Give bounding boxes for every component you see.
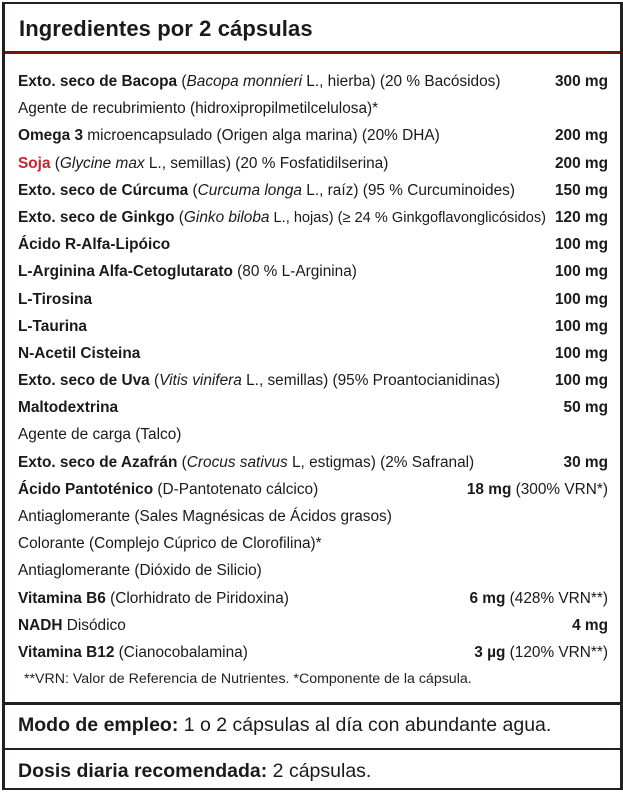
ingredient-name: Maltodextrina [18, 399, 119, 417]
ingredient-name: Omega 3 [18, 127, 84, 145]
dose-text: 2 cápsulas. [267, 760, 372, 782]
ingredient-detail: (D-Pantotenato cálcico) [153, 480, 319, 498]
ingredient-amount: 50 mg [563, 399, 608, 417]
ingredient-detail: (80 % L-Arginina) [232, 263, 357, 281]
ingredient-row [5, 612, 620, 639]
ingredient-name: Vitamina B6 [18, 589, 106, 607]
ingredient-name: NADH [18, 616, 63, 634]
ingredient-name: L-Arginina Alfa-Cetoglutarato [18, 263, 233, 281]
ingredient-detail: Agente de recubrimiento (hidroxipropilmetilcelulosa)* [18, 100, 379, 118]
ingredient-detail: Antiaglomerante (Sales Magnésicas de Ácidos grasos) [18, 508, 392, 525]
ingredient-detail: ( [174, 208, 184, 226]
ingredient-detail: (Clorhidrato de Piridoxina) [105, 589, 289, 607]
ingredient-amount: 300 mg [554, 73, 608, 90]
supplement-facts-label [2, 2, 623, 790]
ingredient-row [5, 204, 620, 231]
ingredient-detail: ( [177, 453, 187, 471]
ingredient-detail: ( [149, 372, 160, 390]
ingredient-row [5, 557, 620, 584]
ingredient-name: Vitamina B12 [18, 643, 115, 661]
ingredient-row [5, 476, 620, 503]
ingredient-amount: 6 mg [469, 589, 506, 607]
ingredient-name: Exto. seco de Bacopa [18, 73, 178, 90]
ingredient-row [5, 421, 620, 448]
divider [5, 748, 620, 750]
ingredient-detail: Agente de carga (Talco) [18, 426, 182, 444]
ingredient-detail: ( [50, 154, 60, 172]
ingredient-row [5, 231, 620, 258]
ingredient-row [5, 177, 620, 204]
ingredient-detail: (Cianocobalamina) [114, 643, 248, 661]
ingredient-amount: 100 mg [554, 344, 608, 362]
ingredient-name: Exto. seco de Ginkgo [18, 208, 175, 226]
ingredient-name: N-Acetil Cisteina [18, 344, 141, 362]
ingredient-detail: L., hierba) (20 % Bacósidos) [302, 73, 501, 90]
ingredient-name: Ácido R-Alfa-Lipóico [18, 236, 171, 254]
label-header [5, 4, 620, 54]
ingredient-amount: 100 mg [554, 263, 608, 281]
ingredient-vrn: (428% VRN**) [505, 589, 608, 607]
ingredient-detail: L., semillas) (95% Proantocianidinas) [241, 372, 501, 390]
ingredient-detail: ( [177, 73, 187, 90]
ingredient-amount: 18 mg [466, 480, 512, 498]
ingredient-vrn: (300% VRN*) [511, 480, 608, 498]
usage-text: 1 o 2 cápsulas al día con abundante agua. [178, 714, 552, 736]
ingredient-row [5, 503, 620, 530]
ingredient-amount: 200 mg [554, 127, 608, 145]
ingredient-row [5, 367, 620, 394]
ingredient-detail: L., hojas) (≥ 24 % Ginkgoflavonglicósidos) [269, 209, 546, 226]
footnote: **VRN: Valor de Referencia de Nutrientes. *Componente de la cápsula. [24, 671, 472, 687]
ingredient-name: Exto. seco de Cúrcuma [18, 181, 189, 199]
ingredient-row [5, 95, 620, 122]
ingredient-detail: Disódico [62, 616, 126, 634]
ingredient-latin-name: Glycine max [59, 154, 145, 172]
ingredient-row [5, 150, 620, 177]
ingredient-amount: 3 µg [474, 643, 506, 661]
ingredient-amount: 120 mg [554, 208, 608, 226]
ingredient-detail: Antiaglomerante (Dióxido de Silicio) [18, 562, 262, 580]
ingredient-amount: 150 mg [554, 181, 608, 199]
allergen-name: Soja [18, 154, 51, 172]
ingredient-amount: 4 mg [572, 616, 608, 634]
ingredient-row [5, 68, 620, 95]
ingredient-row [5, 258, 620, 285]
header-title: Ingredientes por 2 cápsulas [19, 16, 313, 41]
ingredient-amount: 30 mg [563, 453, 608, 471]
ingredient-amount: 100 mg [554, 236, 608, 254]
ingredient-latin-name: Crocus sativus [186, 453, 288, 471]
divider [5, 702, 620, 705]
ingredient-latin-name: Curcuma longa [197, 181, 302, 199]
ingredient-detail: Colorante (Complejo Cúprico de Clorofilina)* [18, 535, 322, 553]
ingredient-detail: L, estigmas) (2% Safranal) [287, 453, 475, 471]
ingredient-latin-name: Vitis vinifera [159, 372, 242, 390]
ingredient-name: Exto. seco de Azafrán [18, 453, 178, 471]
ingredient-detail: L., semillas) (20 % Fosfatidilserina) [144, 154, 389, 172]
ingredient-latin-name: Ginko biloba [183, 208, 270, 226]
ingredient-latin-name: Bacopa monnieri [186, 73, 302, 90]
ingredient-detail: ( [188, 181, 198, 199]
ingredient-detail: L., raíz) (95 % Curcuminoides) [302, 181, 515, 199]
ingredient-list [5, 68, 620, 666]
ingredient-row [5, 286, 620, 313]
ingredient-row [5, 639, 620, 666]
ingredient-row [5, 313, 620, 340]
ingredient-row [5, 585, 620, 612]
daily-dose [18, 760, 371, 783]
ingredient-name: L-Taurina [18, 317, 87, 335]
dose-label: Dosis diaria recomendada: [18, 760, 268, 782]
ingredient-name: Ácido Pantoténico [18, 480, 154, 498]
usage-instructions [18, 714, 551, 737]
ingredient-vrn: (120% VRN**) [505, 643, 608, 661]
ingredient-row [5, 394, 620, 421]
ingredient-row [5, 122, 620, 149]
ingredient-name: Exto. seco de Uva [18, 372, 150, 390]
usage-label: Modo de empleo: [18, 714, 179, 736]
ingredient-amount: 100 mg [554, 290, 608, 308]
ingredient-row [5, 340, 620, 367]
ingredient-amount: 100 mg [554, 317, 608, 335]
ingredient-amount: 100 mg [554, 372, 608, 390]
ingredient-row [5, 530, 620, 557]
ingredient-detail: microencapsulado (Origen alga marina) (20% DHA) [83, 127, 440, 145]
ingredient-amount: 200 mg [554, 154, 608, 172]
ingredient-name: L-Tirosina [18, 290, 93, 308]
ingredient-row [5, 449, 620, 476]
